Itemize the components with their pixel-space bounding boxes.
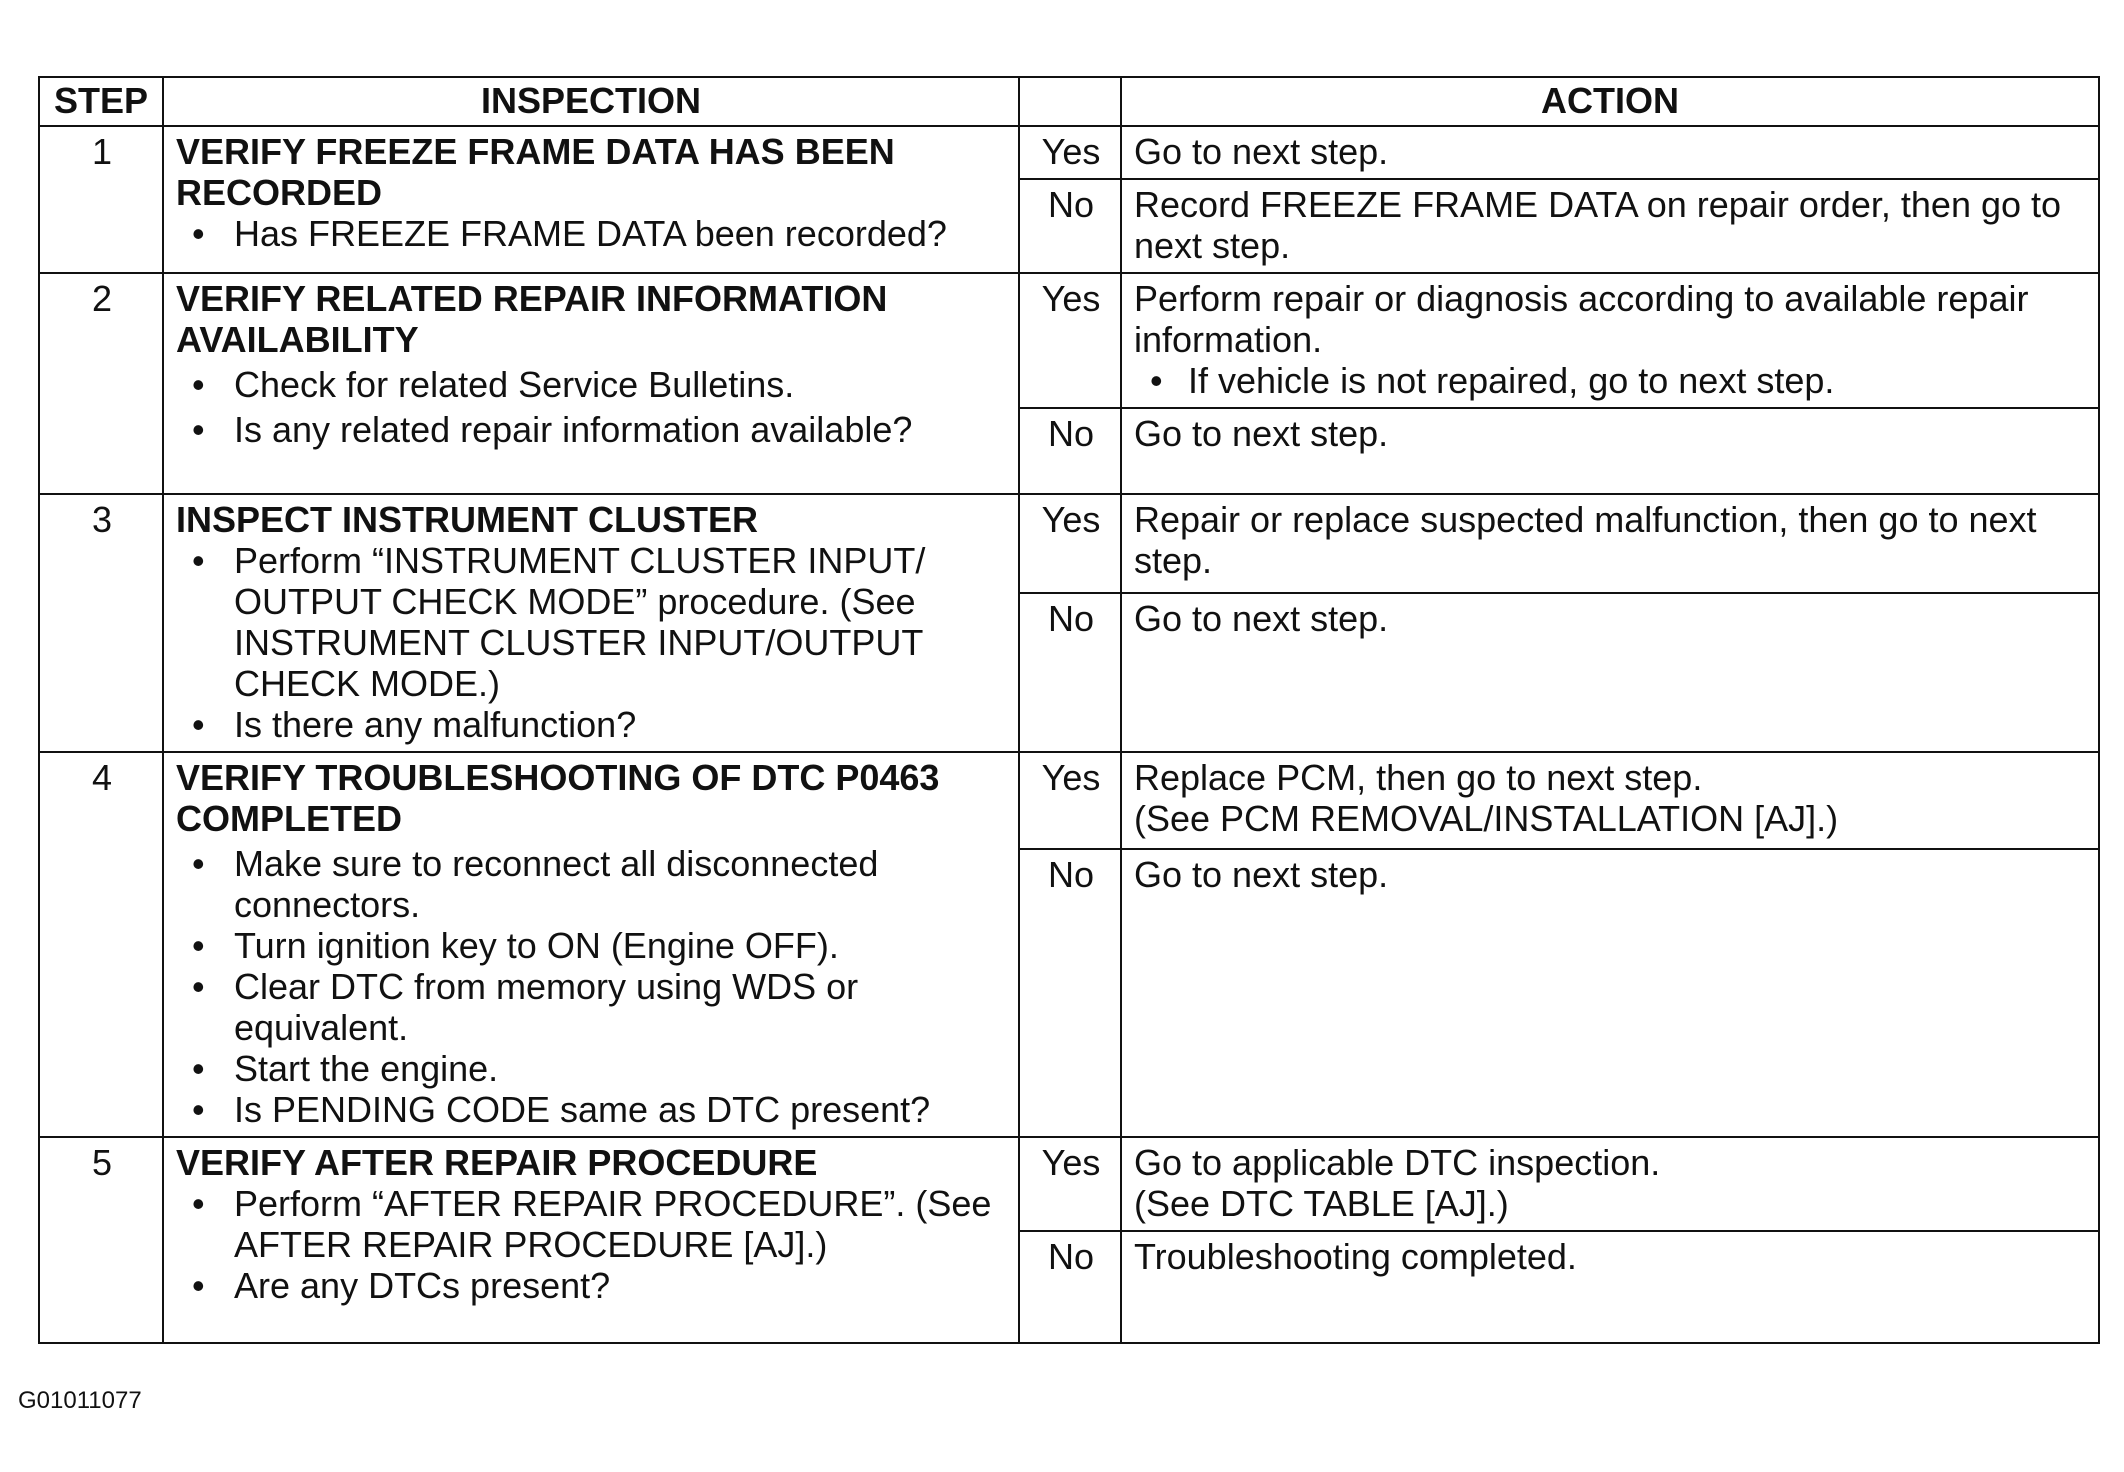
inspection-cell [163, 1137, 1019, 1343]
yes-action-cell [1121, 1137, 2099, 1231]
no-action: Go to next step. [1121, 408, 2099, 494]
action-bullet: • If vehicle is not repaired, go to next step. [1134, 360, 2088, 401]
yes-action: Go to next step. [1121, 126, 2099, 179]
inspection-title: VERIFY RELATED REPAIR INFORMATION AVAILABILITY [176, 278, 888, 360]
no-action: Go to next step. [1121, 849, 2099, 1137]
inspection-bullet: • Perform “AFTER REPAIR PROCEDURE”. (See AFTER REPAIR PROCEDURE [AJ].) [176, 1183, 1008, 1265]
inspection-bullet-list [176, 843, 1008, 1130]
inspection-cell [163, 273, 1019, 494]
yes-action-cell [1121, 273, 2099, 408]
yes-action-reference: (See DTC TABLE [AJ].) [1134, 1183, 1509, 1224]
inspection-bullet: • Are any DTCs present? [176, 1265, 1008, 1306]
yes-action: Go to applicable DTC inspection. [1134, 1142, 1661, 1183]
inspection-bullet: • Has FREEZE FRAME DATA been recorded? [176, 213, 1008, 254]
no-label: No [1019, 408, 1121, 494]
yes-label: Yes [1019, 1137, 1121, 1231]
inspection-column-header: INSPECTION [163, 77, 1019, 126]
inspection-title: VERIFY TROUBLESHOOTING OF DTC P0463 COMPLETED [176, 757, 940, 839]
yes-action-reference: (See PCM REMOVAL/INSTALLATION [AJ].) [1134, 798, 1839, 839]
yes-action: Perform repair or diagnosis according to available repair information. [1134, 278, 2029, 360]
yes-action: Repair or replace suspected malfunction, then go to next step. [1121, 494, 2099, 593]
inspection-bullet: • Start the engine. [176, 1048, 1008, 1089]
figure-id: G01011077 [18, 1387, 142, 1414]
inspection-title: VERIFY AFTER REPAIR PROCEDURE [176, 1142, 818, 1183]
step-number: 3 [39, 494, 163, 752]
inspection-bullet-list [176, 1183, 1008, 1306]
diagnostic-procedure-table [38, 76, 2100, 1344]
inspection-bullet: • Is PENDING CODE same as DTC present? [176, 1089, 1008, 1130]
yes-no-column-header [1019, 77, 1121, 126]
action-bullet-list [1134, 360, 2088, 401]
inspection-title: INSPECT INSTRUMENT CLUSTER [176, 499, 759, 540]
no-label: No [1019, 849, 1121, 1137]
inspection-bullet: • Clear DTC from memory using WDS or equivalent. [176, 966, 1008, 1048]
inspection-cell [163, 126, 1019, 273]
inspection-bullet: • Is any related repair information available? [176, 409, 1008, 450]
inspection-cell [163, 752, 1019, 1137]
step-number: 1 [39, 126, 163, 273]
yes-action: Replace PCM, then go to next step. [1134, 757, 1703, 798]
table-row [39, 126, 2099, 179]
inspection-bullet-list [176, 213, 1008, 254]
table-row [39, 273, 2099, 408]
step-number: 5 [39, 1137, 163, 1343]
inspection-bullet: • Turn ignition key to ON (Engine OFF). [176, 925, 1008, 966]
inspection-bullet: • Perform “INSTRUMENT CLUSTER INPUT/ OUTPUT CHECK MODE” procedure. (See INSTRUMENT CLUSTER INPUT/OUTPUT CHECK MODE.) [176, 540, 1008, 704]
no-label: No [1019, 1231, 1121, 1343]
no-label: No [1019, 593, 1121, 752]
table-row [39, 494, 2099, 593]
no-action: Record FREEZE FRAME DATA on repair order, then go to next step. [1121, 179, 2099, 273]
inspection-cell [163, 494, 1019, 752]
step-number: 2 [39, 273, 163, 494]
yes-label: Yes [1019, 126, 1121, 179]
no-action: Troubleshooting completed. [1121, 1231, 2099, 1343]
table-row [39, 1137, 2099, 1231]
step-number: 4 [39, 752, 163, 1137]
no-label: No [1019, 179, 1121, 273]
yes-label: Yes [1019, 752, 1121, 849]
table-row [39, 752, 2099, 849]
inspection-bullet-list [176, 364, 1008, 450]
inspection-bullet: • Is there any malfunction? [176, 704, 1008, 745]
inspection-bullet: • Make sure to reconnect all disconnected connectors. [176, 843, 1008, 925]
inspection-bullet: • Check for related Service Bulletins. [176, 364, 1008, 405]
header-row [39, 77, 2099, 126]
yes-label: Yes [1019, 494, 1121, 593]
inspection-bullet-list [176, 540, 1008, 745]
inspection-title: VERIFY FREEZE FRAME DATA HAS BEEN RECORDED [176, 131, 895, 213]
action-column-header: ACTION [1121, 77, 2099, 126]
yes-action-cell [1121, 752, 2099, 849]
step-column-header: STEP [39, 77, 163, 126]
no-action: Go to next step. [1121, 593, 2099, 752]
yes-label: Yes [1019, 273, 1121, 408]
